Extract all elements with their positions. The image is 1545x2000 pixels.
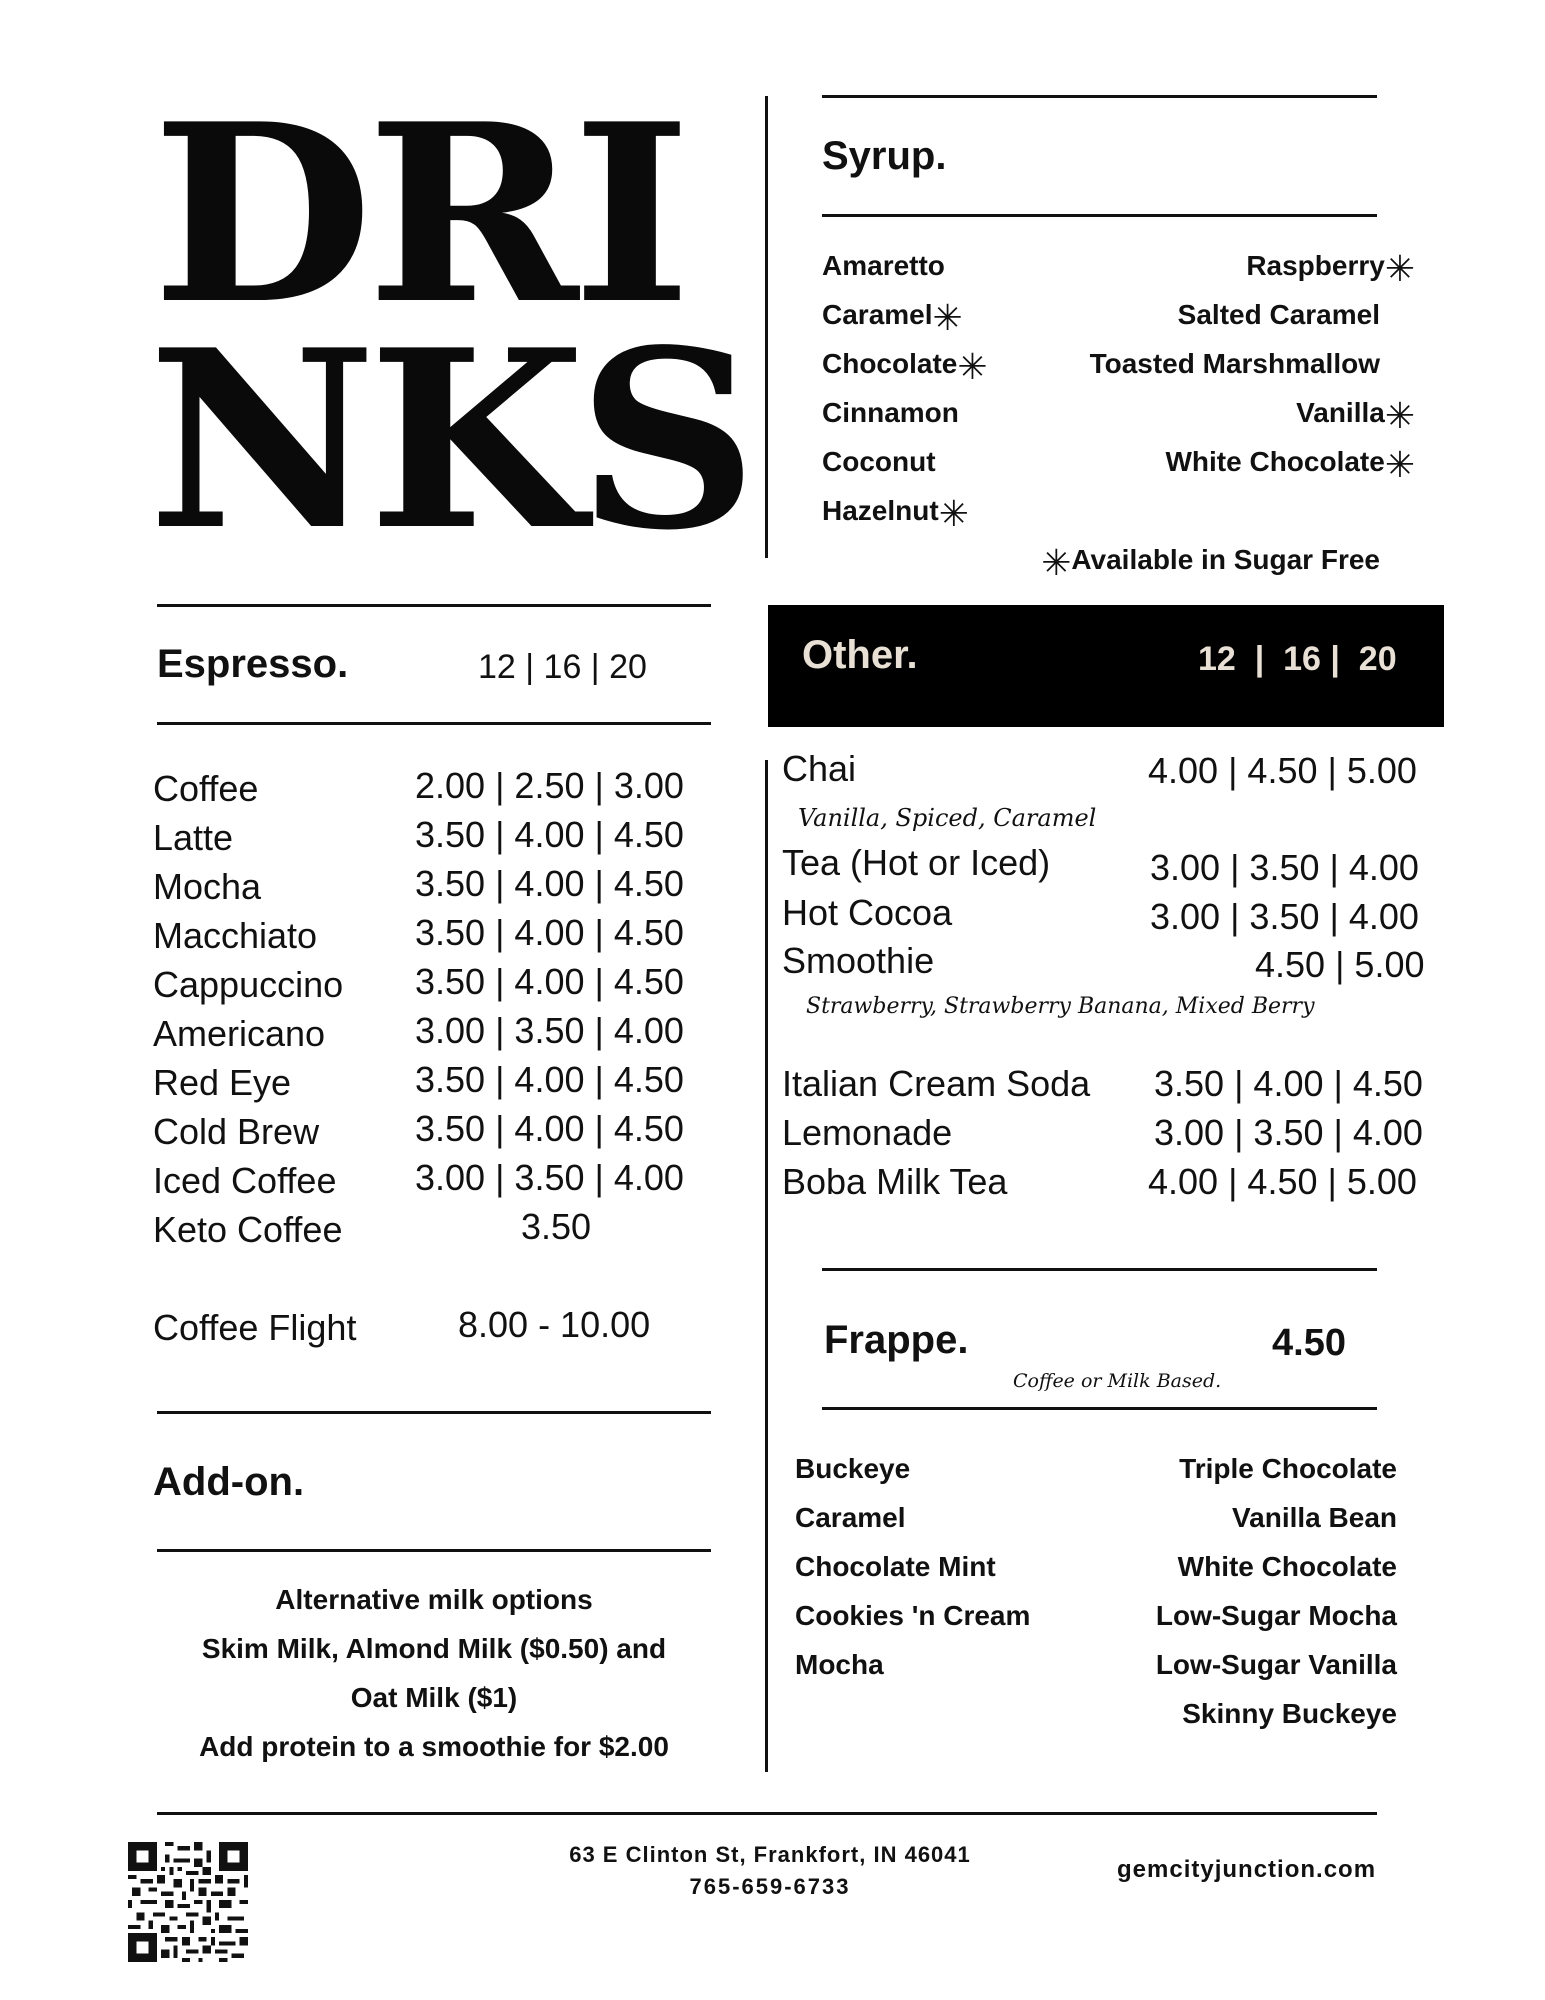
sugar-free-star-icon: ✳ [957, 346, 988, 387]
sugar-free-star-icon: ✳ [1041, 542, 1072, 583]
other-item-name: Chai [782, 748, 857, 789]
other-sizes: 12 | 16 | 20 [1198, 640, 1397, 678]
other-item-name: Tea (Hot or Iced) [782, 842, 1051, 883]
frappe-bottom-rule [822, 1407, 1377, 1410]
syrup-item: Chocolate✳ [822, 346, 988, 387]
other-item-name: Smoothie [782, 940, 935, 981]
espresso-item-price: 3.50 | 4.00 | 4.50 [415, 814, 684, 855]
other-item-price: 4.00 | 4.50 | 5.00 [1148, 750, 1417, 791]
other-heading: Other. [802, 633, 918, 677]
other-item-note: Vanilla, Spiced, Caramel [798, 804, 1097, 832]
frappe-flavor: Chocolate Mint [795, 1551, 996, 1582]
sugar-free-star-icon: ✳ [1384, 248, 1415, 289]
other-item-price: 3.00 | 3.50 | 4.00 [1150, 847, 1419, 888]
syrup-item: White Chocolate✳ [1165, 444, 1415, 485]
syrup-item: Salted Caramel [1177, 299, 1380, 330]
column-divider-bottom [765, 760, 768, 1772]
espresso-item-name: Cappuccino [153, 964, 344, 1005]
title-line-1: DRI [152, 70, 686, 358]
other-item-price: 3.00 | 3.50 | 4.00 [1154, 1112, 1423, 1153]
footer-website[interactable]: gemcityjunction.com [1117, 1856, 1377, 1883]
espresso-item-price: 3.50 | 4.00 | 4.50 [415, 1059, 684, 1100]
espresso-item-name: Americano [153, 1013, 326, 1054]
espresso-sizes: 12 | 16 | 20 [478, 648, 647, 686]
other-item-price: 3.00 | 3.50 | 4.00 [1150, 896, 1419, 937]
espresso-item-name: Keto Coffee [153, 1209, 343, 1250]
frappe-flavor: Low-Sugar Vanilla [1155, 1649, 1397, 1680]
espresso-item-price: 3.50 | 4.00 | 4.50 [415, 961, 684, 1002]
sugar-free-star-icon: ✳ [932, 297, 963, 338]
syrup-item: Caramel✳ [822, 297, 963, 338]
frappe-flavor: Buckeye [795, 1453, 911, 1484]
espresso-item-name: Cold Brew [153, 1111, 320, 1152]
syrup-bottom-rule [822, 214, 1377, 217]
espresso-top-rule [157, 604, 711, 607]
other-item-price: 3.50 | 4.00 | 4.50 [1154, 1063, 1423, 1104]
frappe-heading: Frappe. [824, 1318, 969, 1362]
frappe-flavor: Caramel [795, 1502, 906, 1533]
other-item-price: 4.50 | 5.00 [1255, 944, 1425, 985]
footer-phone: 765-659-6733 [689, 1874, 851, 1899]
syrup-top-rule [822, 95, 1377, 98]
espresso-item-price: 3.50 | 4.00 | 4.50 [415, 912, 684, 953]
syrup-heading: Syrup. [822, 134, 947, 178]
qr-code-icon[interactable] [128, 1842, 248, 1962]
title-line-2: NKS [148, 296, 750, 584]
espresso-item-name: Macchiato [153, 915, 318, 956]
other-item-name: Boba Milk Tea [782, 1161, 1008, 1202]
other-item-price: 4.00 | 4.50 | 5.00 [1148, 1161, 1417, 1202]
frappe-flavor: Triple Chocolate [1179, 1453, 1397, 1484]
other-item-name: Hot Cocoa [782, 892, 953, 933]
frappe-flavor: Vanilla Bean [1232, 1502, 1397, 1533]
addon-heading: Add-on. [153, 1460, 305, 1504]
syrup-item: Raspberry✳ [1246, 248, 1415, 289]
other-item-name: Italian Cream Soda [782, 1063, 1091, 1104]
syrup-item: Toasted Marshmallow [1089, 348, 1380, 379]
syrup-footnote: ✳Available in Sugar Free [1041, 542, 1380, 583]
other-item-note: Strawberry, Strawberry Banana, Mixed Berry [806, 994, 1315, 1019]
syrup-item: Vanilla✳ [1296, 395, 1415, 436]
espresso-heading: Espresso. [157, 642, 349, 686]
footer-address: 63 E Clinton St, Frankfort, IN 46041 [569, 1842, 971, 1867]
espresso-item-price: 3.00 | 3.50 | 4.00 [415, 1157, 684, 1198]
sugar-free-star-icon: ✳ [1384, 395, 1415, 436]
espresso-item-name: Latte [153, 817, 234, 858]
addon-line: Oat Milk ($1) [350, 1682, 518, 1713]
espresso-item-name: Mocha [153, 866, 262, 907]
frappe-flavor: Skinny Buckeye [1182, 1698, 1397, 1729]
addon-line: Skim Milk, Almond Milk ($0.50) and [201, 1633, 667, 1664]
coffee-flight-name: Coffee Flight [153, 1307, 357, 1348]
addon-top-rule [157, 1411, 711, 1414]
other-item-name: Lemonade [782, 1112, 953, 1153]
column-divider-top [765, 96, 768, 558]
frappe-price: 4.50 [1272, 1322, 1346, 1364]
espresso-item-name: Red Eye [153, 1062, 292, 1103]
espresso-bottom-rule [157, 722, 711, 725]
espresso-item-price: 3.00 | 3.50 | 4.00 [415, 1010, 684, 1051]
espresso-item-price: 3.50 [521, 1206, 592, 1247]
sugar-free-star-icon: ✳ [1384, 444, 1415, 485]
syrup-item: Hazelnut✳ [822, 493, 969, 534]
frappe-flavor: Cookies 'n Cream [795, 1600, 1031, 1631]
espresso-item-price: 3.50 | 4.00 | 4.50 [415, 863, 684, 904]
frappe-flavor: White Chocolate [1177, 1551, 1397, 1582]
coffee-flight-price: 8.00 - 10.00 [458, 1304, 651, 1345]
espresso-item-price: 2.00 | 2.50 | 3.00 [415, 765, 684, 806]
espresso-item-price: 3.50 | 4.00 | 4.50 [415, 1108, 684, 1149]
sugar-free-star-icon: ✳ [938, 493, 969, 534]
frappe-flavor: Low-Sugar Mocha [1155, 1600, 1397, 1631]
frappe-note: Coffee or Milk Based. [1013, 1370, 1222, 1392]
espresso-item-name: Iced Coffee [153, 1160, 337, 1201]
footer-rule [157, 1812, 1377, 1815]
frappe-top-rule [822, 1268, 1377, 1271]
syrup-item: Coconut [822, 446, 936, 477]
frappe-flavor: Mocha [795, 1649, 884, 1680]
syrup-item: Amaretto [822, 250, 945, 281]
addon-bottom-rule [157, 1549, 711, 1552]
addon-line: Add protein to a smoothie for $2.00 [199, 1731, 669, 1762]
addon-lines [157, 1575, 711, 1771]
espresso-item-name: Coffee [153, 768, 259, 809]
syrup-item: Cinnamon [822, 397, 959, 428]
addon-line: Alternative milk options [275, 1584, 593, 1615]
